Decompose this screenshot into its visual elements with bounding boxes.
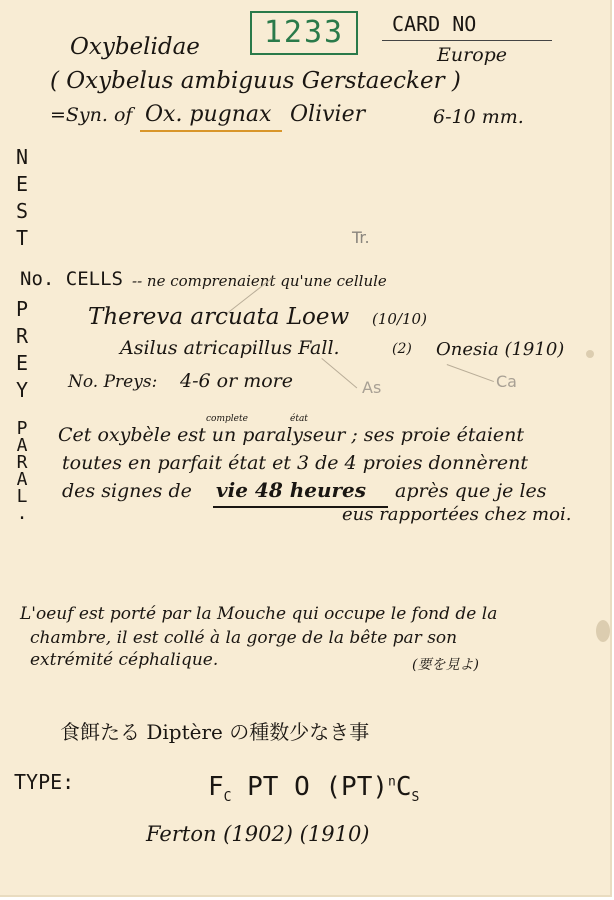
prey-letter: E xyxy=(15,351,29,375)
type-label: TYPE: xyxy=(14,770,75,794)
card-stain xyxy=(596,620,610,642)
type-formula xyxy=(208,772,419,805)
synonym-prefix: =Syn. of xyxy=(50,104,133,126)
nest-section-label xyxy=(12,144,32,252)
reference: Ferton (1902) (1910) xyxy=(146,822,370,846)
paral-letter: . xyxy=(16,503,28,524)
paral-section-label xyxy=(12,420,32,522)
nest-letter: S xyxy=(15,199,29,223)
prey-letter: P xyxy=(15,297,29,321)
body-size: 6-10 mm. xyxy=(433,106,524,128)
prey-letter: R xyxy=(15,324,29,348)
paral-letter: A xyxy=(16,435,28,456)
pencil-line xyxy=(321,358,357,388)
paral-letter: R xyxy=(16,452,28,473)
formula-main: F xyxy=(208,772,224,802)
card-number-stamp: 1233 xyxy=(250,11,358,55)
prey-annotation-as: As xyxy=(362,378,382,397)
paral-line-1: Cet oxybèle est un paralyseur ; ses proie étaient xyxy=(58,424,525,446)
egg-line-2: chambre, il est collé à la gorge de la bête par son xyxy=(30,628,458,648)
prey-species-2-note: (2) xyxy=(392,341,412,357)
japanese-note: 食餌たる Diptère の種数少なき事 xyxy=(60,720,370,744)
pencil-line xyxy=(447,364,494,382)
synonym-author: Olivier xyxy=(290,102,366,127)
prey-count-value: 4-6 or more xyxy=(180,370,293,392)
egg-note: (要を見よ) xyxy=(412,657,479,673)
paral-line-3-underlined: vie 48 heures xyxy=(216,478,367,502)
prey-species-3: Onesia (1910) xyxy=(436,339,565,360)
prey-species-1: Thereva arcuata Loew xyxy=(88,304,350,330)
card-no-label: CARD NO xyxy=(392,12,477,36)
paral-sup-a: complete xyxy=(206,414,248,424)
paral-line-2: toutes en parfait état et 3 de 4 proies donnèrent xyxy=(62,452,529,474)
formula-sub-1: C xyxy=(223,790,232,806)
egg-line-1: L'oeuf est porté par la Mouche qui occupe le fond de la xyxy=(20,604,498,624)
prey-species-2: Asilus atricapillus Fall. xyxy=(120,337,340,359)
paral-letter: A xyxy=(16,469,28,490)
species-line: ( Oxybelus ambiguus Gerstaecker ) xyxy=(50,68,461,94)
synonym-name: Ox. pugnax xyxy=(145,102,272,127)
egg-line-3: extrémité céphalique. xyxy=(30,650,219,670)
paral-line-3-pre: des signes de xyxy=(62,480,192,502)
nest-letter: N xyxy=(15,145,29,169)
formula-sub-2: S xyxy=(411,790,420,806)
paral-line-3-post: après que je les xyxy=(395,480,547,502)
prey-count-label: No. Preys: xyxy=(68,372,158,392)
family-name: Oxybelidae xyxy=(70,34,200,60)
region: Europe xyxy=(437,44,508,66)
prey-species-1-note: (10/10) xyxy=(372,310,427,328)
nest-letter: E xyxy=(15,172,29,196)
formula-end: C xyxy=(395,772,412,802)
synonym-underline xyxy=(140,130,282,132)
prey-section-label xyxy=(12,296,32,404)
formula-sup: n xyxy=(388,774,396,790)
paral-letter: P xyxy=(16,418,28,439)
paral-letter: L xyxy=(16,486,28,507)
formula-mid: PT O (PT) xyxy=(247,772,389,802)
prey-letter: Y xyxy=(15,378,29,402)
cells-text: -- ne comprenaient qu'une cellule xyxy=(132,272,387,290)
nest-annotation: Tr. xyxy=(352,228,370,247)
paral-sup-b: état xyxy=(290,414,308,424)
nest-letter: T xyxy=(15,226,29,250)
paral-line-4: eus rapportées chez moi. xyxy=(342,504,572,525)
prey-annotation-ca: Ca xyxy=(496,372,517,391)
card-stain xyxy=(586,350,594,358)
card-no-rule xyxy=(382,40,552,41)
cells-label: No. CELLS xyxy=(20,268,123,290)
